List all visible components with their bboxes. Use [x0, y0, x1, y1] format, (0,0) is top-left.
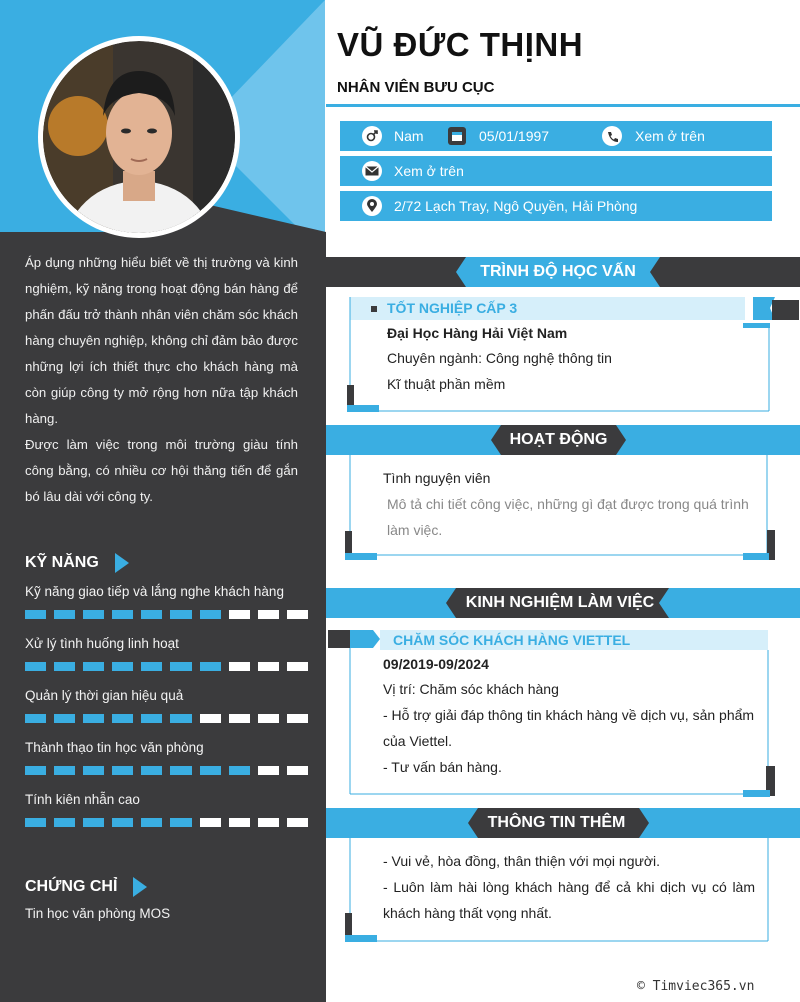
skill-name-5: Tính kiên nhẫn cao [25, 792, 140, 807]
experience-task-1: - Hỗ trợ giải đáp thông tin khách hàng về dịch vụ, sản phẩm của Viettel. [383, 707, 755, 749]
skill-bar-2 [25, 662, 308, 671]
candidate-name: VŨ ĐỨC THỊNH [337, 26, 584, 63]
skill-segment-filled [112, 662, 133, 671]
skill-segment-filled [112, 610, 133, 619]
skill-segment-filled [229, 766, 250, 775]
skill-segment-filled [112, 818, 133, 827]
experience-title: KINH NGHIỆM LÀM VIỆC [465, 594, 655, 611]
job-title: NHÂN VIÊN BƯU CỤC [337, 79, 495, 96]
experience-company: CHĂM SÓC KHÁCH HÀNG VIETTEL [393, 632, 631, 648]
address-value: 2/72 Lạch Tray, Ngô Quyền, Hải Phòng [394, 198, 638, 214]
skill-segment-empty [229, 610, 250, 619]
education-school: Đại Học Hàng Hải Việt Nam [387, 325, 568, 341]
career-objective [25, 250, 298, 510]
skill-segment-empty [258, 818, 279, 827]
skill-bar-4 [25, 766, 308, 775]
skill-segment-filled [141, 714, 162, 723]
arrow-right-icon [115, 553, 129, 573]
birthday-value: 05/01/1997 [479, 128, 550, 144]
extra-line-2: - Luôn làm hài lòng khách hàng để cả khi dịch vụ có làm khách hàng thất vọng nhất. [383, 879, 755, 921]
education-major: Chuyên ngành: Công nghệ thông tin [387, 350, 612, 366]
skill-segment-empty [258, 766, 279, 775]
skill-segment-filled [54, 818, 75, 827]
extra-line-1: - Vui vẻ, hòa đồng, thân thiện với mọi người. [383, 853, 661, 869]
skill-segment-empty [287, 662, 308, 671]
skill-segment-filled [200, 610, 221, 619]
contact-row-2 [340, 156, 772, 186]
education-bullet [371, 306, 377, 312]
skill-segment-empty [287, 610, 308, 619]
skill-segment-filled [25, 662, 46, 671]
skill-name-3: Quản lý thời gian hiệu quả [25, 688, 184, 703]
skill-segment-filled [25, 818, 46, 827]
activity-role: Tình nguyện viên [383, 470, 491, 486]
skills-heading [25, 553, 129, 573]
skill-segment-filled [200, 766, 221, 775]
skill-segment-filled [200, 662, 221, 671]
skill-segment-filled [54, 766, 75, 775]
skills-title: KỸ NĂNG [25, 554, 99, 571]
skill-segment-filled [141, 610, 162, 619]
experience-period: 09/2019-09/2024 [383, 656, 489, 672]
skill-name-4: Thành thạo tin học văn phòng [25, 740, 204, 755]
skill-segment-filled [54, 610, 75, 619]
skill-segment-filled [141, 766, 162, 775]
skill-segment-filled [170, 766, 191, 775]
skill-segment-filled [112, 766, 133, 775]
avatar [38, 36, 240, 238]
skill-segment-filled [170, 662, 191, 671]
footer-credit: © Timviec365.vn [637, 979, 755, 994]
calendar-icon [448, 127, 466, 145]
skill-name-1: Kỹ năng giao tiếp và lắng nghe khách hàng [25, 584, 284, 599]
skill-segment-filled [83, 662, 104, 671]
certificates-title: CHỨNG CHỈ [25, 878, 118, 895]
skill-bar-3 [25, 714, 308, 723]
phone-icon [602, 126, 622, 146]
skill-segment-filled [141, 818, 162, 827]
phone-value: Xem ở trên [635, 128, 705, 144]
skill-segment-empty [200, 818, 221, 827]
activity-description: Mô tả chi tiết công việc, những gì đạt được trong quá trình làm việc. [387, 496, 749, 538]
activities-title: HOẠT ĐỘNG [509, 431, 608, 448]
skill-segment-filled [112, 714, 133, 723]
skill-segment-filled [170, 714, 191, 723]
email-value: Xem ở trên [394, 163, 464, 179]
certificates-heading [25, 877, 147, 897]
education-detail: Kĩ thuật phần mềm [387, 376, 506, 392]
location-icon [362, 196, 382, 216]
skill-segment-filled [25, 714, 46, 723]
skill-segment-empty [200, 714, 221, 723]
skill-segment-filled [83, 714, 104, 723]
gender-icon [362, 126, 382, 146]
skill-segment-empty [229, 714, 250, 723]
skill-segment-empty [287, 766, 308, 775]
skill-segment-empty [287, 714, 308, 723]
skill-bar-1 [25, 610, 308, 619]
skill-segment-filled [141, 662, 162, 671]
extra-title: THÔNG TIN THÊM [487, 814, 626, 831]
experience-position: Vị trí: Chăm sóc khách hàng [383, 681, 559, 697]
skill-segment-empty [258, 662, 279, 671]
contact-row-3 [340, 191, 772, 221]
skill-segment-empty [287, 818, 308, 827]
skill-segment-filled [25, 766, 46, 775]
skill-segment-filled [25, 610, 46, 619]
skill-segment-filled [83, 766, 104, 775]
education-title: TRÌNH ĐỘ HỌC VẤN [480, 263, 636, 280]
skill-name-2: Xử lý tình huống linh hoạt [25, 636, 179, 651]
skill-segment-empty [229, 818, 250, 827]
skill-segment-empty [229, 662, 250, 671]
email-icon [362, 161, 382, 181]
skill-bar-5 [25, 818, 308, 827]
skill-segment-filled [54, 662, 75, 671]
objective-paragraph-2: Được làm việc trong môi trường giàu tính công bằng, có nhiều cơ hội thăng tiến để gắn bó lâu dài với công ty. [25, 437, 298, 504]
skill-segment-empty [258, 714, 279, 723]
experience-task-2: - Tư vấn bán hàng. [383, 759, 502, 775]
skill-segment-filled [83, 818, 104, 827]
skill-segment-filled [170, 610, 191, 619]
skill-segment-filled [83, 610, 104, 619]
skill-segment-empty [258, 610, 279, 619]
header-divider [326, 104, 800, 107]
skill-segment-filled [54, 714, 75, 723]
arrow-right-icon [133, 877, 147, 897]
skill-segment-filled [170, 818, 191, 827]
certificate-item: Tin học văn phòng MOS [25, 906, 171, 921]
contact-row-1 [340, 121, 772, 151]
objective-paragraph-1: Áp dụng những hiểu biết về thị trường và kinh nghiệm, kỹ năng trong hoạt động bán hàng để phấn đấu trở thành nhân viên chăm sóc khách hàng chuyên nghiệp, không chỉ đảm bảo được những lợi ích thiết thực cho khách hàng mà còn giúp công ty mở rộng hơn nữa tập khách hàng. [25, 255, 298, 426]
gender-value: Nam [394, 128, 424, 144]
education-label: TỐT NGHIỆP CẤP 3 [387, 300, 518, 316]
